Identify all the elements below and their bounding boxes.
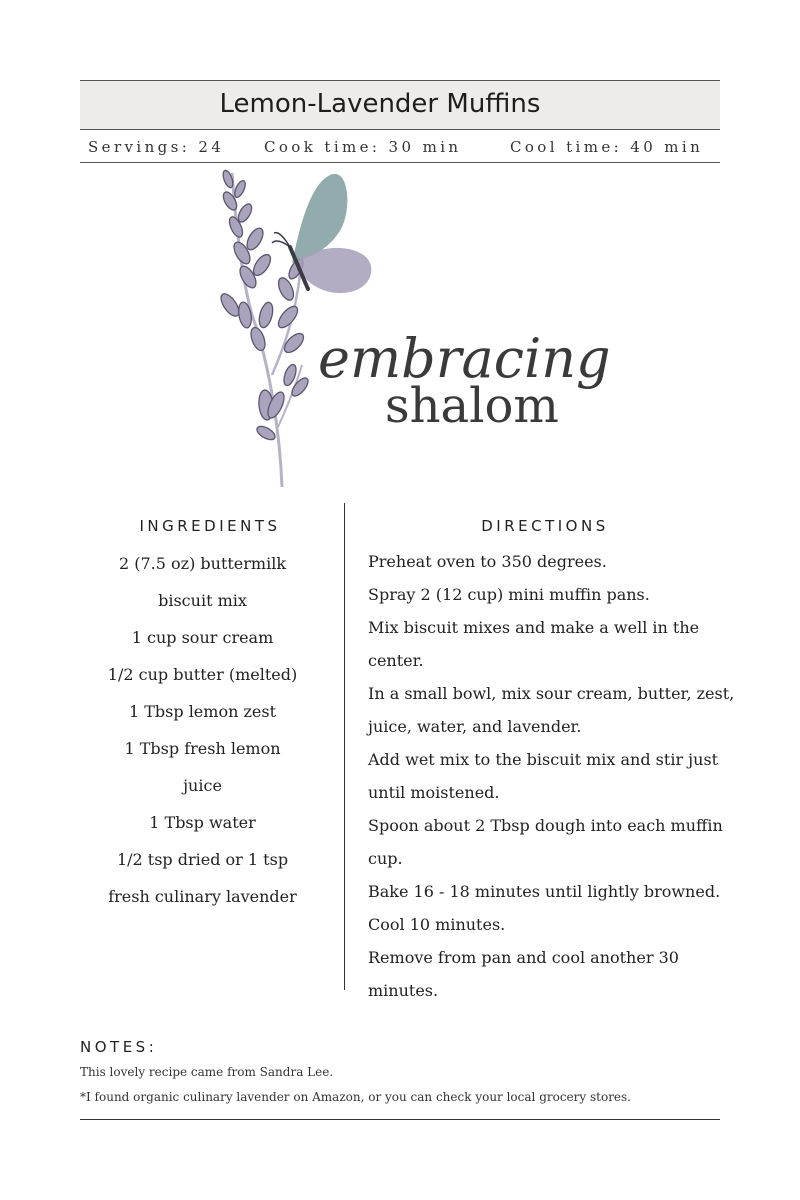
list-item: 2 (7.5 oz) buttermilk	[118, 554, 287, 573]
list-item: Mix biscuit mixes and make a well in the	[368, 618, 700, 637]
logo-line-1: embracing	[318, 327, 611, 390]
directions-heading: DIRECTIONS	[481, 517, 609, 535]
lavender-sprig-icon	[218, 169, 311, 487]
list-item: center.	[368, 651, 424, 670]
list-item: Bake 16 - 18 minutes until lightly browned.	[368, 882, 721, 901]
servings: Servings: 24	[88, 138, 225, 156]
list-item: 1 Tbsp lemon zest	[128, 702, 277, 721]
list-item: Add wet mix to the biscuit mix and stir just	[368, 750, 719, 769]
list-item: Spoon about 2 Tbsp dough into each muffin	[368, 816, 723, 835]
list-item: 1 Tbsp water	[149, 813, 256, 832]
recipe-meta	[80, 130, 720, 163]
logo-line-2: shalom	[385, 378, 559, 434]
list-item: 1/2 cup butter (melted)	[107, 665, 298, 684]
list-item: fresh culinary lavender	[108, 887, 297, 906]
embracing-shalom-logo	[200, 165, 640, 495]
list-item: until moistened.	[368, 783, 500, 802]
ingredients-list	[95, 545, 310, 915]
list-item: Remove from pan and cool another 30	[368, 948, 679, 967]
notes-heading: NOTES:	[80, 1038, 158, 1056]
list-item: 1/2 tsp dried or 1 tsp	[116, 850, 289, 869]
list-item: Preheat oven to 350 degrees.	[368, 552, 607, 571]
list-item: minutes.	[368, 981, 439, 1000]
cook-time: Cook time: 30 min	[264, 138, 462, 156]
title-bar	[80, 80, 720, 130]
recipe-title: Lemon-Lavender Muffins	[219, 89, 541, 119]
list-item: juice, water, and lavender.	[368, 717, 582, 736]
cool-time: Cool time: 40 min	[510, 138, 704, 156]
note-item: *I found organic culinary lavender on Amazon, or you can check your local grocery stores.	[80, 1090, 631, 1104]
butterfly-icon	[272, 174, 371, 293]
list-item: 1 cup sour cream	[131, 628, 274, 647]
directions-list	[368, 545, 738, 1007]
list-item: 1 Tbsp fresh lemon	[124, 739, 281, 758]
column-divider	[344, 503, 345, 990]
bottom-rule	[80, 1119, 720, 1120]
note-item: This lovely recipe came from Sandra Lee.	[80, 1065, 334, 1079]
ingredients-heading: INGREDIENTS	[139, 517, 281, 535]
list-item: biscuit mix	[158, 591, 247, 610]
list-item: juice	[183, 776, 222, 795]
list-item: cup.	[368, 849, 403, 868]
notes-list	[80, 1060, 740, 1110]
list-item: Cool 10 minutes.	[368, 915, 506, 934]
list-item: Spray 2 (12 cup) mini muffin pans.	[368, 585, 650, 604]
list-item: In a small bowl, mix sour cream, butter, zest,	[368, 684, 735, 703]
